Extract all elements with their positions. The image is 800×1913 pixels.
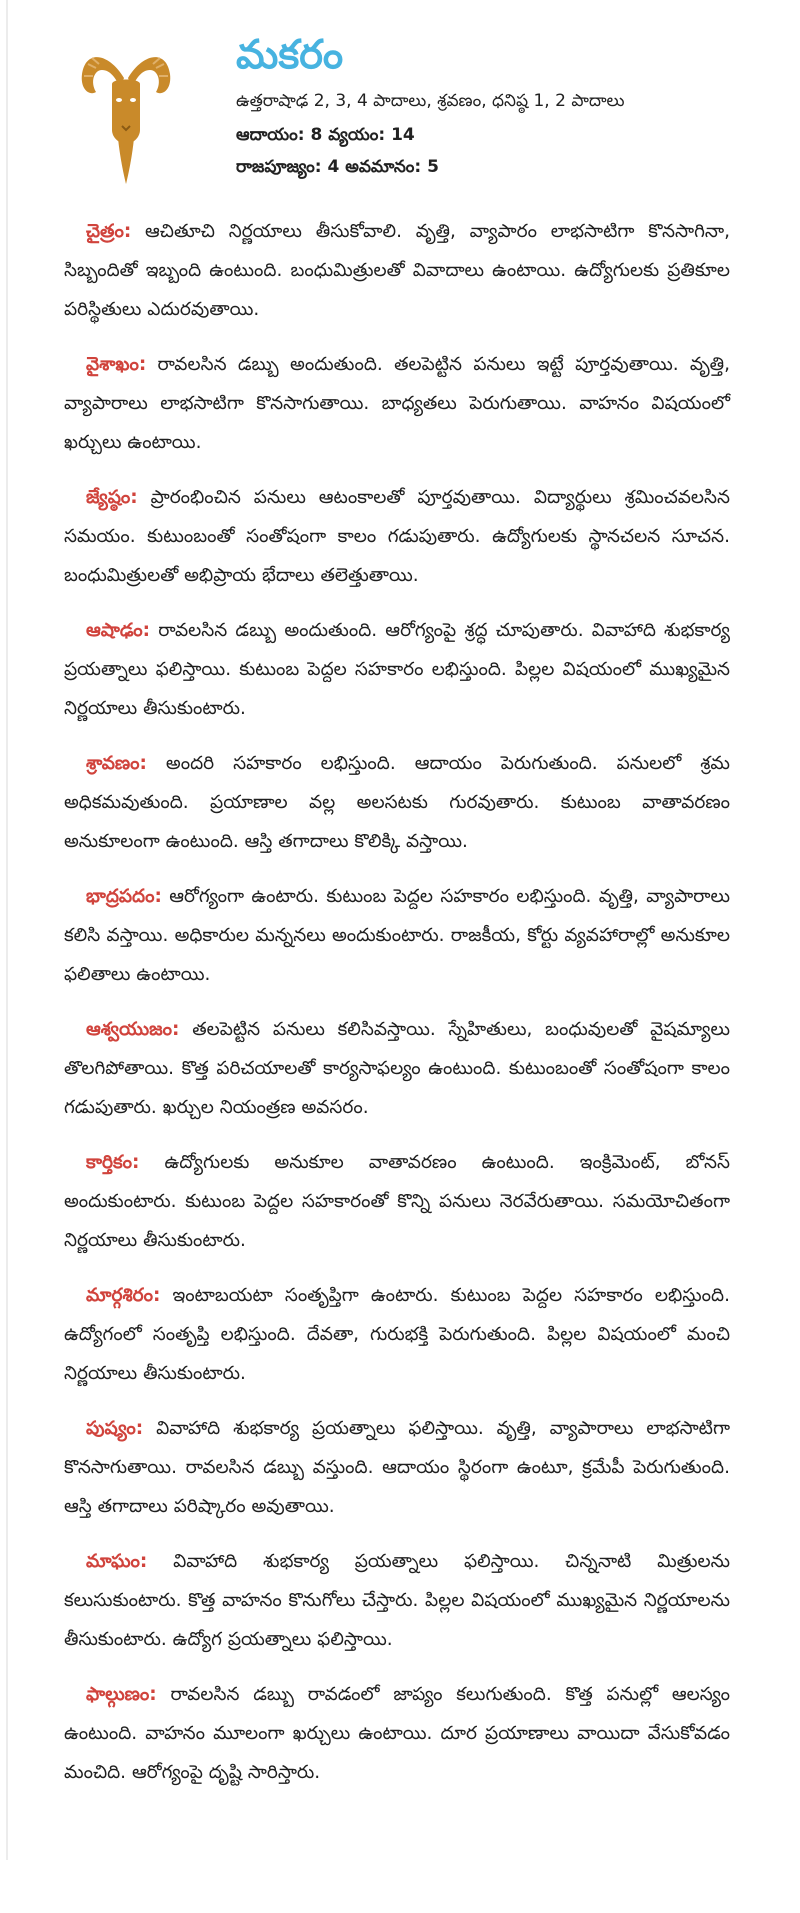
month-label: ఫాల్గుణం: [86, 1684, 157, 1705]
honour-line: రాజపూజ్యం: 4 అవమానం: 5 [236, 157, 439, 177]
month-label: భాద్రపదం: [86, 886, 162, 907]
month-paragraph [64, 345, 730, 462]
month-text: ఆచితూచి నిర్ణయాలు తీసుకోవాలి. వృత్తి, వ్యాపారం లాభసాటిగా కొనసాగినా, సిబ్బందితో ఇబ్బంది ఉంటుంది. బంధుమిత్రులతో వివాదాలు ఉంటాయి. ఉద్యోగులకు ప్రతికూల పరిస్థితులు ఎదురవుతాయి. [64, 221, 730, 320]
nakshatra-line: ఉత్తరాషాఢ 2, 3, 4 పాదాలు, శ్రవణం, ధనిష్ఠ 1, 2 పాదాలు [236, 91, 625, 111]
month-paragraph [64, 1675, 730, 1792]
month-text: అందరి సహకారం లభిస్తుంది. ఆదాయం పెరుగుతుంది. పనులలో శ్రమ అధికమవుతుంది. ప్రయాణాల వల్ల అలసటకు గురవుతారు. కుటుంబ వాతావరణం అనుకూలంగా ఉంటుంది. ఆస్తి తగాదాలు కొలిక్కి వస్తాయి. [64, 753, 730, 852]
month-label: కార్తికం: [86, 1152, 140, 1173]
month-paragraph [64, 744, 730, 861]
month-label: పుష్యం: [86, 1418, 144, 1439]
month-label: ఆశ్వయుజం: [86, 1019, 180, 1040]
capricorn-goat-icon [80, 34, 172, 184]
month-text: ప్రారంభించిన పనులు ఆటంకాలతో పూర్తవుతాయి. విద్యార్థులు శ్రమించవలసిన సమయం. కుటుంబంతో సంతోషంగా కాలం గడుపుతారు. ఉద్యోగులకు స్థానచలన సూచన. బంధుమిత్రులతో అభిప్రాయ భేదాలు తలెత్తుతాయి. [64, 487, 730, 586]
month-text: రావలసిన డబ్బు అందుతుంది. ఆరోగ్యంపై శ్రద్ధ చూపుతారు. వివాహాది శుభకార్య ప్రయత్నాలు ఫలిస్తాయి. కుటుంబ పెద్దల సహకారం లభిస్తుంది. పిల్లల విషయంలో ముఖ్యమైన నిర్ణయాలు తీసుకుంటారు. [64, 620, 730, 719]
month-paragraph [64, 877, 730, 994]
month-paragraph [64, 1542, 730, 1659]
month-text: ఇంటాబయటా సంతృప్తిగా ఉంటారు. కుటుంబ పెద్దల సహకారం లభిస్తుంది. ఉద్యోగంలో సంతృప్తి లభిస్తుంది. దేవతా, గురుభక్తి పెరుగుతుంది. పిల్లల విషయంలో మంచి నిర్ణయాలు తీసుకుంటారు. [64, 1285, 730, 1384]
month-text: వివాహాది శుభకార్య ప్రయత్నాలు ఫలిస్తాయి. చిన్ననాటి మిత్రులను కలుసుకుంటారు. కొత్త వాహనం కొనుగోలు చేస్తారు. పిల్లల విషయంలో ముఖ్యమైన నిర్ణయాలను తీసుకుంటారు. ఉద్యోగ ప్రయత్నాలు ఫలిస్తాయి. [64, 1551, 730, 1650]
income-expense-line: ఆదాయం: 8 వ్యయం: 14 [236, 125, 415, 145]
month-text: ఆరోగ్యంగా ఉంటారు. కుటుంబ పెద్దల సహకారం లభిస్తుంది. వృత్తి, వ్యాపారాలు కలిసి వస్తాయి. అధికారుల మన్ననలు అందుకుంటారు. రాజకీయ, కోర్టు వ్యవహారాల్లో అనుకూల ఫలితాలు ఉంటాయి. [64, 886, 730, 985]
month-paragraph [64, 1010, 730, 1127]
month-text: ఉద్యోగులకు అనుకూల వాతావరణం ఉంటుంది. ఇంక్రిమెంట్, బోనస్ అందుకుంటారు. కుటుంబ పెద్దల సహకారంతో కొన్ని పనులు నెరవేరుతాయి. సమయోచితంగా నిర్ణయాలు తీసుకుంటారు. [64, 1152, 730, 1251]
month-label: ఆషాఢం: [86, 620, 151, 641]
left-margin-rule [6, 0, 8, 1860]
month-label: మార్గశిరం: [86, 1285, 161, 1306]
month-label: శ్రావణం: [86, 753, 147, 774]
monthly-predictions [64, 212, 730, 1808]
month-label: మాఘం: [86, 1551, 148, 1572]
month-text: రావలసిన డబ్బు రావడంలో జాప్యం కలుగుతుంది. కొత్త పనుల్లో ఆలస్యం ఉంటుంది. వాహనం మూలంగా ఖర్చులు ఉంటాయి. దూర ప్రయాణాలు వాయిదా వేసుకోవడం మంచిది. ఆరోగ్యంపై దృష్టి సారిస్తారు. [64, 1684, 730, 1783]
month-label: జ్యేష్ఠం: [86, 487, 138, 508]
month-paragraph [64, 1276, 730, 1393]
month-text: తలపెట్టిన పనులు కలిసివస్తాయి. స్నేహితులు, బంధువులతో వైషమ్యాలు తొలగిపోతాయి. కొత్త పరిచయాలతో కార్యసాఫల్యం ఉంటుంది. కుటుంబంతో సంతోషంగా కాలం గడుపుతారు. ఖర్చుల నియంత్రణ అవసరం. [64, 1019, 730, 1118]
month-label: చైత్రం: [86, 221, 132, 242]
month-paragraph [64, 478, 730, 595]
month-text: రావలసిన డబ్బు అందుతుంది. తలపెట్టిన పనులు ఇట్టే పూర్తవుతాయి. వృత్తి, వ్యాపారాలు లాభసాటిగా కొనసాగుతాయి. బాధ్యతలు పెరుగుతాయి. వాహనం విషయంలో ఖర్చులు ఉంటాయి. [64, 354, 730, 453]
month-label: వైశాఖం: [86, 354, 147, 375]
month-paragraph [64, 212, 730, 329]
month-paragraph [64, 1409, 730, 1526]
sign-header [80, 28, 780, 188]
month-paragraph [64, 611, 730, 728]
sign-title: మకరం [236, 32, 344, 78]
month-text: వివాహాది శుభకార్య ప్రయత్నాలు ఫలిస్తాయి. వృత్తి, వ్యాపారాలు లాభసాటిగా కొనసాగుతాయి. రావలసిన డబ్బు వస్తుంది. ఆదాయం స్థిరంగా ఉంటూ, క్రమేపీ పెరుగుతుంది. ఆస్తి తగాదాలు పరిష్కారం అవుతాయి. [64, 1418, 730, 1517]
month-paragraph [64, 1143, 730, 1260]
